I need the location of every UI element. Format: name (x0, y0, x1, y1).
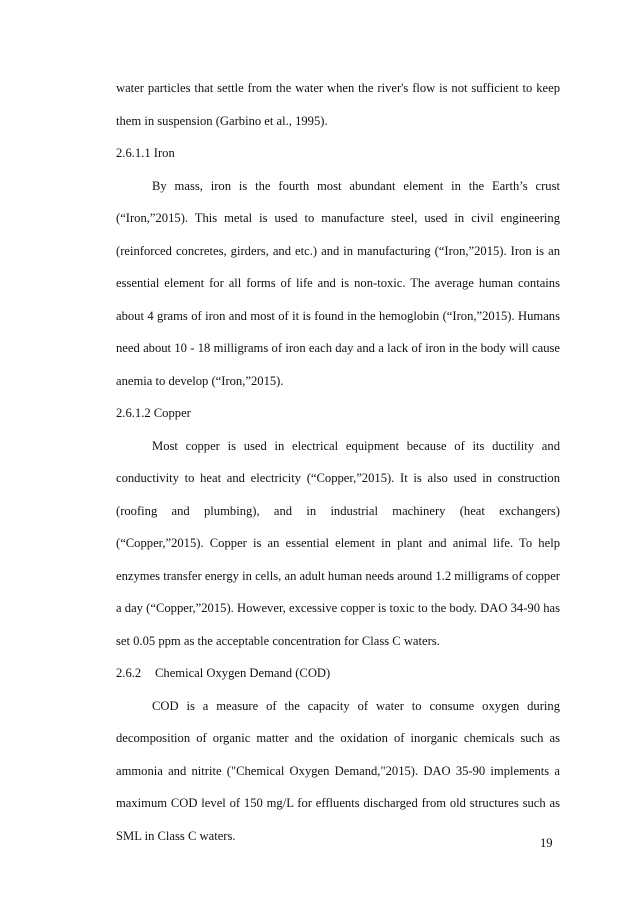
page-number: 19 (540, 836, 553, 850)
intro-paragraph: water particles that settle from the water when the river's flow is not sufficient to keep them in suspension (Garbino et al., 1995). (116, 81, 560, 128)
paragraph-cod: COD is a measure of the capacity of water to consume oxygen during decomposition of organic matter and the oxidation of inorganic chemicals such as ammonia and nitrite ("Chemical Oxygen Demand,"2015). DAO 35-90 implements a maximum COD level of 150 mg/L for effluents discharged from old structures such as SML in Class C waters. (116, 698, 560, 843)
heading-iron: 2.6.1.1 Iron (116, 146, 175, 160)
document-body (116, 72, 560, 852)
paragraph-copper: Most copper is used in electrical equipment because of its ductility and conductivity to heat and electricity (“Copper,”2015). It is also used in construction (roofing and plumbing), and in industrial machinery (heat exchangers) (“Copper,”2015). Copper is an essential element in plant and animal life. To help enzymes transfer energy in cells, an adult human needs around 1.2 milligrams of copper a day (“Copper,”2015). However, excessive copper is toxic to the body. DAO 34-90 has set 0.05 ppm as the acceptable concentration for Class C waters. (116, 438, 560, 648)
heading-cod-title: Chemical Oxygen Demand (COD) (155, 666, 331, 680)
heading-cod (116, 657, 560, 690)
paragraph-iron: By mass, iron is the fourth most abundant element in the Earth’s crust (“Iron,”2015). This metal is used to manufacture steel, used in civil engineering (reinforced concretes, girders, and etc.) and in manufacturing (“Iron,”2015). Iron is an essential element for all forms of life and is non-toxic. The average human contains about 4 grams of iron and most of it is found in the hemoglobin (“Iron,”2015). Humans need about 10 - 18 milligrams of iron each day and a lack of iron in the body will cause anemia to develop (“Iron,”2015). (116, 178, 560, 388)
heading-cod-number: 2.6.2 (116, 666, 142, 680)
heading-copper: 2.6.1.2 Copper (116, 406, 191, 420)
